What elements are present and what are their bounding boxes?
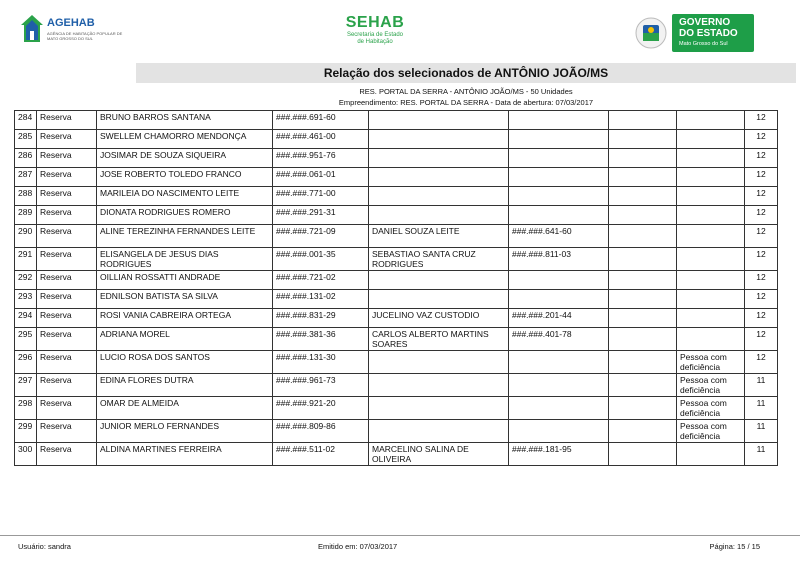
table-row: [15, 328, 778, 351]
row-spouse-name: [369, 130, 509, 149]
row-score: 12: [745, 271, 778, 290]
row-spouse-cpf: ###.###.641-60: [509, 225, 609, 248]
row-spouse-cpf: [509, 290, 609, 309]
row-spouse-cpf: [509, 187, 609, 206]
row-score: 11: [745, 420, 778, 443]
row-name: LUCIO ROSA DOS SANTOS: [97, 351, 273, 374]
row-spouse-cpf: [509, 111, 609, 130]
row-cpf: ###.###.291-31: [273, 206, 369, 225]
row-observation: Pessoa com deficiência: [677, 374, 745, 397]
row-spouse-name: [369, 187, 509, 206]
table-row: [15, 168, 778, 187]
row-cpf: ###.###.921-20: [273, 397, 369, 420]
row-name: ALDINA MARTINES FERREIRA: [97, 443, 273, 466]
row-spouse-name: [369, 374, 509, 397]
governo-box: [672, 14, 754, 52]
table-row: [15, 206, 778, 225]
row-number: 284: [15, 111, 37, 130]
row-spouse-name: [369, 420, 509, 443]
row-type: Reserva: [37, 271, 97, 290]
row-blank: [609, 374, 677, 397]
sehab-line1: Secretaria de Estado: [346, 32, 404, 38]
agehab-subtitle: AGÊNCIA DE HABITAÇÃO POPULAR DE MATO GROSSO DO SUL: [47, 31, 123, 41]
row-number: 293: [15, 290, 37, 309]
agehab-house-icon: [20, 14, 44, 44]
row-score: 12: [745, 168, 778, 187]
row-number: 299: [15, 420, 37, 443]
row-name: JOSIMAR DE SOUZA SIQUEIRA: [97, 149, 273, 168]
row-score: 11: [745, 374, 778, 397]
row-spouse-name: [369, 149, 509, 168]
row-blank: [609, 397, 677, 420]
row-type: Reserva: [37, 309, 97, 328]
selection-table: [14, 110, 777, 466]
row-number: 289: [15, 206, 37, 225]
row-spouse-name: CARLOS ALBERTO MARTINS SOARES: [369, 328, 509, 351]
row-type: Reserva: [37, 420, 97, 443]
row-score: 12: [745, 248, 778, 271]
row-observation: [677, 443, 745, 466]
row-cpf: ###.###.721-09: [273, 225, 369, 248]
row-spouse-cpf: ###.###.811-03: [509, 248, 609, 271]
row-cpf: ###.###.381-36: [273, 328, 369, 351]
row-spouse-cpf: [509, 351, 609, 374]
row-number: 290: [15, 225, 37, 248]
row-blank: [609, 130, 677, 149]
table-row: [15, 225, 778, 248]
state-crest-icon: [634, 16, 668, 50]
row-blank: [609, 351, 677, 374]
row-number: 295: [15, 328, 37, 351]
row-type: Reserva: [37, 443, 97, 466]
row-number: 296: [15, 351, 37, 374]
gov-line1: GOVERNO: [679, 17, 731, 28]
row-name: ELISANGELA DE JESUS DIAS RODRIGUES: [97, 248, 273, 271]
row-observation: Pessoa com deficiência: [677, 397, 745, 420]
row-cpf: ###.###.771-00: [273, 187, 369, 206]
row-score: 12: [745, 130, 778, 149]
row-spouse-cpf: [509, 130, 609, 149]
row-observation: [677, 328, 745, 351]
footer-divider: [0, 535, 800, 536]
agehab-name: AGEHAB: [47, 17, 95, 29]
row-name: MARILEIA DO NASCIMENTO LEITE: [97, 187, 273, 206]
row-spouse-cpf: ###.###.201-44: [509, 309, 609, 328]
row-score: 11: [745, 443, 778, 466]
row-cpf: ###.###.831-29: [273, 309, 369, 328]
row-spouse-name: [369, 111, 509, 130]
row-observation: [677, 130, 745, 149]
row-number: 285: [15, 130, 37, 149]
row-type: Reserva: [37, 168, 97, 187]
row-name: EDNILSON BATISTA SA SILVA: [97, 290, 273, 309]
report-enterprise-line: Empreendimento: RES. PORTAL DA SERRA - Data de abertura: 07/03/2017: [338, 98, 594, 107]
row-type: Reserva: [37, 111, 97, 130]
row-spouse-name: JUCELINO VAZ CUSTODIO: [369, 309, 509, 328]
governo-logo: [634, 14, 754, 52]
row-name: EDINA FLORES DUTRA: [97, 374, 273, 397]
row-type: Reserva: [37, 248, 97, 271]
row-score: 12: [745, 149, 778, 168]
table-row: [15, 443, 778, 466]
row-spouse-cpf: [509, 397, 609, 420]
table-row: [15, 271, 778, 290]
row-cpf: ###.###.061-01: [273, 168, 369, 187]
row-score: 11: [745, 397, 778, 420]
row-spouse-name: [369, 351, 509, 374]
row-type: Reserva: [37, 328, 97, 351]
row-score: 12: [745, 225, 778, 248]
row-spouse-cpf: ###.###.181-95: [509, 443, 609, 466]
footer-user: Usuário: sandra: [18, 542, 71, 551]
row-type: Reserva: [37, 149, 97, 168]
table-row: [15, 374, 778, 397]
row-blank: [609, 206, 677, 225]
row-type: Reserva: [37, 225, 97, 248]
row-observation: [677, 168, 745, 187]
table-row: [15, 187, 778, 206]
sehab-name: SEHAB: [345, 14, 405, 31]
row-spouse-name: MARCELINO SALINA DE OLIVEIRA: [369, 443, 509, 466]
row-spouse-name: SEBASTIAO SANTA CRUZ RODRIGUES: [369, 248, 509, 271]
row-cpf: ###.###.951-76: [273, 149, 369, 168]
row-spouse-cpf: [509, 149, 609, 168]
row-blank: [609, 248, 677, 271]
row-blank: [609, 290, 677, 309]
row-name: DIONATA RODRIGUES ROMERO: [97, 206, 273, 225]
row-spouse-cpf: [509, 206, 609, 225]
row-type: Reserva: [37, 187, 97, 206]
row-blank: [609, 111, 677, 130]
row-blank: [609, 328, 677, 351]
footer-page-number: Página: 15 / 15: [709, 542, 760, 551]
row-spouse-name: [369, 271, 509, 290]
report-header: [0, 0, 800, 60]
row-score: 12: [745, 111, 778, 130]
row-observation: [677, 225, 745, 248]
row-observation: Pessoa com deficiência: [677, 420, 745, 443]
row-type: Reserva: [37, 130, 97, 149]
table-row: [15, 351, 778, 374]
row-spouse-cpf: ###.###.401-78: [509, 328, 609, 351]
row-number: 292: [15, 271, 37, 290]
row-blank: [609, 168, 677, 187]
row-score: 12: [745, 187, 778, 206]
table-row: [15, 420, 778, 443]
row-cpf: ###.###.131-02: [273, 290, 369, 309]
row-score: 12: [745, 290, 778, 309]
row-name: ADRIANA MOREL: [97, 328, 273, 351]
table-row: [15, 290, 778, 309]
row-cpf: ###.###.691-60: [273, 111, 369, 130]
row-blank: [609, 420, 677, 443]
row-number: 300: [15, 443, 37, 466]
agehab-logo: [20, 14, 123, 50]
row-blank: [609, 443, 677, 466]
row-score: 12: [745, 351, 778, 374]
row-cpf: ###.###.131-30: [273, 351, 369, 374]
row-observation: [677, 290, 745, 309]
gov-line3: Mato Grosso do Sul: [679, 41, 728, 47]
footer-emitted-date: Emitido em: 07/03/2017: [318, 542, 398, 551]
row-spouse-name: DANIEL SOUZA LEITE: [369, 225, 509, 248]
row-spouse-name: [369, 290, 509, 309]
row-type: Reserva: [37, 290, 97, 309]
row-blank: [609, 271, 677, 290]
row-spouse-name: [369, 206, 509, 225]
row-spouse-name: [369, 397, 509, 420]
row-name: ROSI VANIA CABREIRA ORTEGA: [97, 309, 273, 328]
row-blank: [609, 309, 677, 328]
row-observation: [677, 111, 745, 130]
row-observation: [677, 187, 745, 206]
row-score: 12: [745, 309, 778, 328]
row-blank: [609, 149, 677, 168]
row-type: Reserva: [37, 206, 97, 225]
row-spouse-cpf: [509, 168, 609, 187]
row-number: 298: [15, 397, 37, 420]
row-observation: [677, 309, 745, 328]
table-row: [15, 309, 778, 328]
row-number: 288: [15, 187, 37, 206]
row-observation: [677, 206, 745, 225]
table-row: [15, 248, 778, 271]
row-name: JUNIOR MERLO FERNANDES: [97, 420, 273, 443]
table-row: [15, 130, 778, 149]
sehab-logo: [330, 14, 420, 46]
table-row: [15, 149, 778, 168]
report-subtitle: RES. PORTAL DA SERRA - ANTÔNIO JOÃO/MS - 50 Unidades: [359, 87, 573, 96]
row-observation: [677, 271, 745, 290]
row-cpf: ###.###.809-86: [273, 420, 369, 443]
row-type: Reserva: [37, 374, 97, 397]
row-cpf: ###.###.461-00: [273, 130, 369, 149]
row-observation: [677, 149, 745, 168]
row-spouse-cpf: [509, 374, 609, 397]
row-spouse-name: [369, 168, 509, 187]
row-name: BRUNO BARROS SANTANA: [97, 111, 273, 130]
row-number: 291: [15, 248, 37, 271]
row-number: 286: [15, 149, 37, 168]
row-name: SWELLEM CHAMORRO MENDONÇA: [97, 130, 273, 149]
row-cpf: ###.###.511-02: [273, 443, 369, 466]
row-name: ALINE TEREZINHA FERNANDES LEITE: [97, 225, 273, 248]
row-number: 287: [15, 168, 37, 187]
row-observation: [677, 248, 745, 271]
row-spouse-cpf: [509, 271, 609, 290]
table-row: [15, 397, 778, 420]
gov-line2: DO ESTADO: [679, 28, 738, 39]
row-blank: [609, 225, 677, 248]
row-spouse-cpf: [509, 420, 609, 443]
row-cpf: ###.###.961-73: [273, 374, 369, 397]
row-type: Reserva: [37, 397, 97, 420]
row-name: OILLIAN ROSSATTI ANDRADE: [97, 271, 273, 290]
row-name: JOSE ROBERTO TOLEDO FRANCO: [97, 168, 273, 187]
row-observation: Pessoa com deficiência: [677, 351, 745, 374]
row-name: OMAR DE ALMEIDA: [97, 397, 273, 420]
row-cpf: ###.###.001-35: [273, 248, 369, 271]
row-type: Reserva: [37, 351, 97, 374]
row-score: 12: [745, 328, 778, 351]
row-cpf: ###.###.721-02: [273, 271, 369, 290]
row-blank: [609, 187, 677, 206]
row-number: 297: [15, 374, 37, 397]
table-row: [15, 111, 778, 130]
row-number: 294: [15, 309, 37, 328]
sehab-line2: de Habitação: [357, 39, 393, 45]
row-score: 12: [745, 206, 778, 225]
report-title: Relação dos selecionados de ANTÔNIO JOÃO/MS: [136, 63, 796, 83]
